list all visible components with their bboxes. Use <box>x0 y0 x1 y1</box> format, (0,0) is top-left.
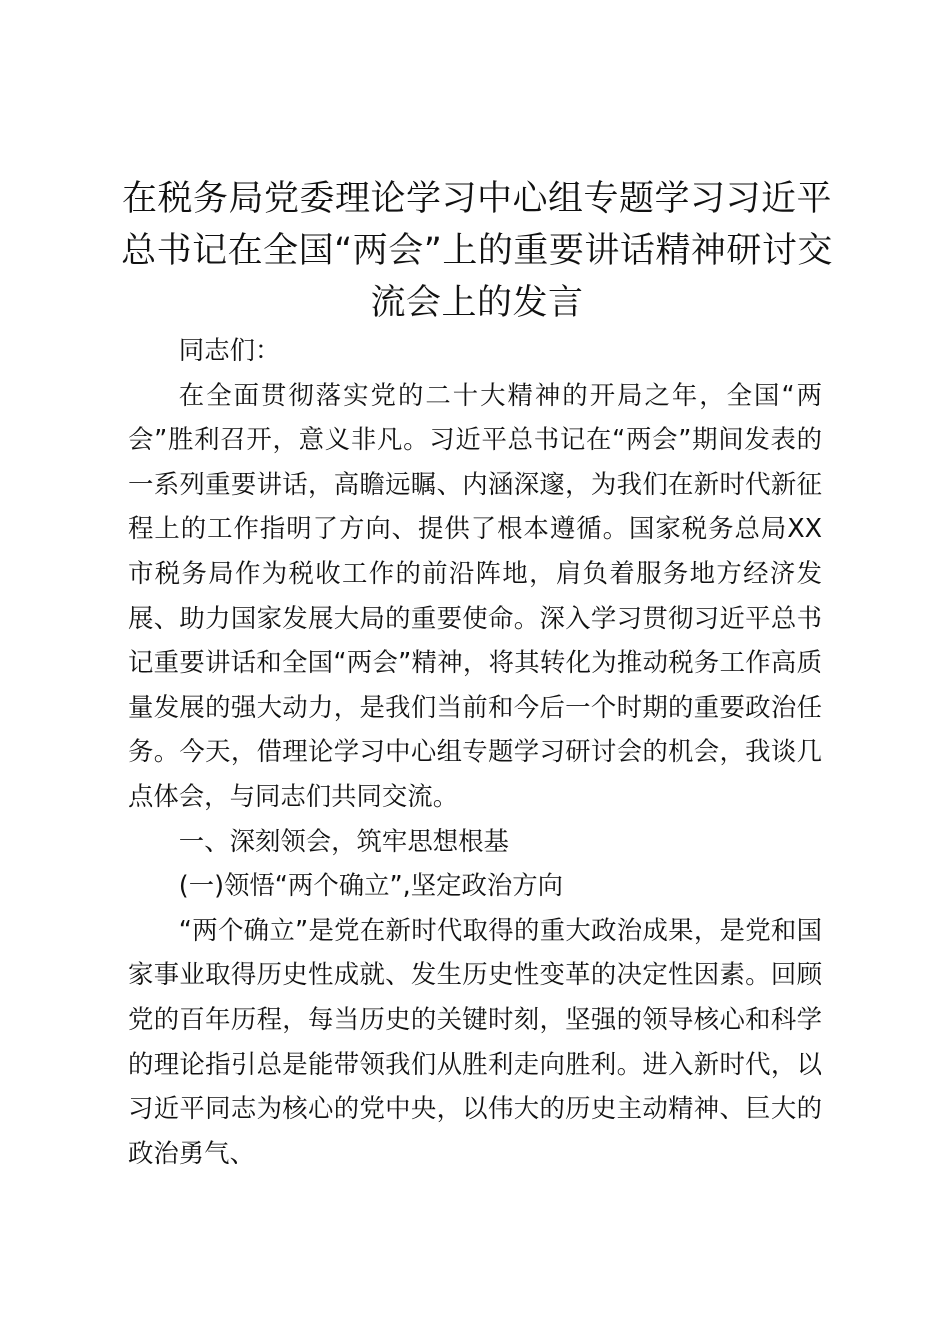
body-paragraph-intro: 在全面贯彻落实党的二十大精神的开局之年，全国“两会”胜利召开，意义非凡。习近平总书记在“两会”期间发表的一系列重要讲话，高瞻远瞩、内涵深邃，为我们在新时代新征程上的工作指明了方向、提供了根本遵循。国家税务总局XX市税务局作为税收工作的前沿阵地，肩负着服务地方经济发展、助力国家发展大局的重要使命。深入学习贯彻习近平总书记重要讲话和全国“两会”精神，将其转化为推动税务工作高质量发展的强大动力，是我们当前和今后一个时期的重要政治任务。今天，借理论学习中心组专题学习研讨会的机会，我谈几点体会，与同志们共同交流。 <box>128 379 822 811</box>
body-paragraph-two-establishments: “两个确立”是党在新时代取得的重大政治成果，是党和国家事业取得历史性成就、发生历史性变革的决定性因素。回顾党的百年历程，每当历史的关键时刻，坚强的领导核心和科学的理论指引总是能带领我们从胜利走向胜利。进入新时代，以习近平同志为核心的党中央，以伟大的历史主动精神、巨大的政治勇气、 <box>128 914 822 1168</box>
salutation: 同志们： <box>178 335 281 365</box>
document-title: 在税务局党委理论学习中心组专题学习习近平 总书记在全国“两会”上的重要讲话精神研讨交 流会上的发言 <box>121 179 833 323</box>
section-heading-1: 一、深刻领会，筑牢思想根基 <box>178 825 509 856</box>
document-body <box>128 328 822 1175</box>
subsection-heading-1: (一)领悟“两个确立”,坚定政治方向 <box>178 870 564 901</box>
